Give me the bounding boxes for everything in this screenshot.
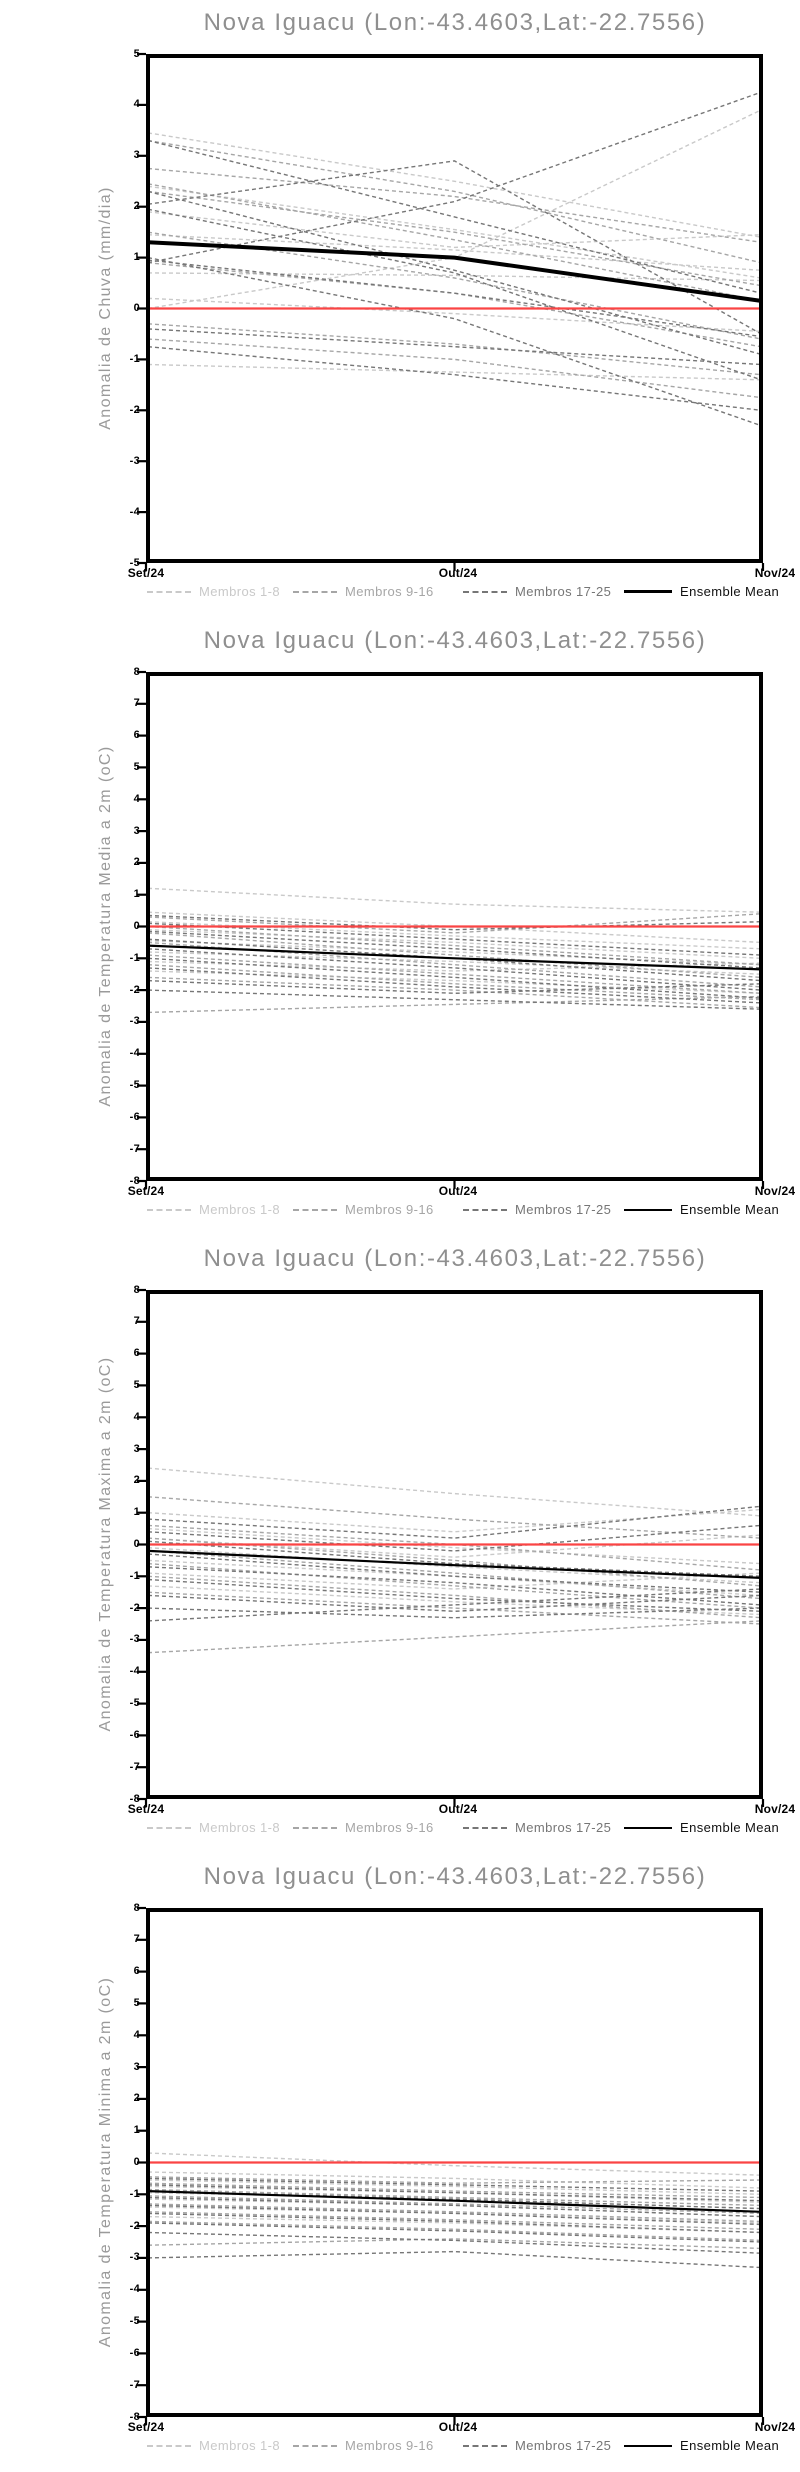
- legend-item-membros-9-16: [293, 584, 434, 599]
- legend-item-membros-9-16: [293, 1202, 434, 1217]
- y-tick-label: 6: [133, 729, 140, 742]
- legend-item-membros-9-16: [293, 2438, 434, 2453]
- x-tick-label: Out/24: [438, 2420, 478, 2434]
- y-tick-label: -7: [129, 2378, 140, 2391]
- y-tick-label: 2: [133, 1474, 140, 1487]
- y-tick-label: 2: [133, 200, 140, 213]
- y-tick-label: -8: [129, 1174, 140, 1187]
- member-line-sample: [147, 1209, 191, 1211]
- y-tick-label: 0: [133, 302, 140, 314]
- member-line-sample: [293, 1827, 337, 1829]
- y-tick-label: 5: [133, 1996, 140, 2009]
- y-tick-label: -1: [129, 2187, 140, 2200]
- x-tick-label: Nov/24: [754, 1802, 796, 1816]
- y-tick-label: -1: [129, 1569, 140, 1582]
- chart-title: Nova Iguacu (Lon:-43.4603,Lat:-22.7556): [203, 627, 707, 654]
- y-tick-label: -2: [129, 403, 140, 416]
- y-tick-label: -4: [129, 2283, 140, 2296]
- legend-label: Membros 1-8: [199, 1820, 280, 1835]
- legend-label: Membros 17-25: [515, 1820, 612, 1835]
- legend-item-membros-9-16: [293, 1820, 434, 1835]
- legend-label: Membros 17-25: [515, 1202, 612, 1217]
- x-tick-label: Out/24: [438, 1802, 478, 1816]
- legend-label: Membros 9-16: [345, 2438, 434, 2453]
- legend-item-membros-1-8: [147, 2438, 280, 2453]
- y-tick-label: -8: [129, 2410, 140, 2423]
- legend-label: Membros 17-25: [515, 584, 612, 599]
- y-tick-label: -5: [129, 2315, 140, 2328]
- y-tick-label: -4: [129, 505, 140, 518]
- y-tick-label: 2: [133, 2092, 140, 2105]
- y-tick-label: 7: [133, 697, 140, 710]
- legend-item-membros-17-25: [463, 2438, 611, 2453]
- x-tick-label: Nov/24: [754, 566, 796, 580]
- y-tick-label: 6: [133, 1965, 140, 1978]
- legend-label: Membros 9-16: [345, 584, 434, 599]
- chart-block-temp-media: [0, 618, 800, 1236]
- x-tick-label: Set/24: [127, 1184, 165, 1198]
- y-tick-label: -2: [129, 2219, 140, 2232]
- y-tick-label: 0: [133, 1538, 140, 1550]
- y-tick-label: 8: [133, 665, 140, 678]
- member-line-sample: [463, 2445, 507, 2447]
- y-tick-label: 8: [133, 1901, 140, 1914]
- legend-label: Ensemble Mean: [680, 584, 780, 599]
- y-tick-label: -8: [129, 1792, 140, 1805]
- member-line-sample: [463, 1827, 507, 1829]
- legend-item-ensemble-mean: [624, 1202, 779, 1217]
- y-tick-label: 1: [133, 888, 140, 901]
- legend-label: Ensemble Mean: [680, 1202, 780, 1217]
- y-tick-label: 8: [133, 1283, 140, 1296]
- y-tick-label: 1: [133, 251, 140, 264]
- legend-label: Membros 9-16: [345, 1820, 434, 1835]
- y-tick-label: 4: [133, 98, 140, 111]
- member-line-sample: [463, 591, 507, 593]
- legend-item-ensemble-mean: [624, 1820, 779, 1835]
- chart-title: Nova Iguacu (Lon:-43.4603,Lat:-22.7556): [203, 1863, 707, 1890]
- y-tick-label: 4: [133, 2028, 140, 2041]
- legend-item-membros-1-8: [147, 1820, 280, 1835]
- y-tick-label: -7: [129, 1760, 140, 1773]
- y-tick-label: 4: [133, 792, 140, 805]
- legend-item-membros-1-8: [147, 1202, 280, 1217]
- y-tick-label: 7: [133, 1933, 140, 1946]
- y-tick-label: -4: [129, 1665, 140, 1678]
- y-tick-label: -1: [129, 352, 140, 365]
- y-tick-label: -3: [129, 454, 140, 467]
- y-tick-label: -3: [129, 2251, 140, 2264]
- member-line-sample: [147, 591, 191, 593]
- y-tick-label: -3: [129, 1015, 140, 1028]
- chart-block-temp-maxima: [0, 1236, 800, 1854]
- y-tick-label: 3: [133, 2060, 140, 2073]
- y-tick-label: -6: [129, 2346, 140, 2359]
- legend-item-membros-1-8: [147, 584, 280, 599]
- y-tick-label: 6: [133, 1347, 140, 1360]
- y-tick-label: -5: [129, 1079, 140, 1092]
- chart-title: Nova Iguacu (Lon:-43.4603,Lat:-22.7556): [203, 1245, 707, 1272]
- y-axis-label: Anomalia de Chuva (mm/dia): [97, 186, 114, 430]
- chart-block-chuva: [0, 0, 800, 618]
- mean-line-sample: [624, 1209, 672, 1211]
- mean-line-sample: [624, 1827, 672, 1829]
- x-tick-label: Nov/24: [754, 1184, 796, 1198]
- legend-label: Membros 9-16: [345, 1202, 434, 1217]
- x-tick-label: Out/24: [438, 1184, 478, 1198]
- y-tick-label: 5: [133, 47, 140, 60]
- mean-line-sample: [624, 2445, 672, 2447]
- legend-label: Membros 1-8: [199, 2438, 280, 2453]
- chart-title: Nova Iguacu (Lon:-43.4603,Lat:-22.7556): [203, 9, 707, 36]
- legend-label: Ensemble Mean: [680, 2438, 780, 2453]
- y-tick-label: 5: [133, 1378, 140, 1391]
- y-axis-label: Anomalia de Temperatura Maxima a 2m (oC): [97, 1356, 114, 1732]
- y-tick-label: 3: [133, 1442, 140, 1455]
- x-tick-label: Nov/24: [754, 2420, 796, 2434]
- legend-label: Membros 1-8: [199, 1202, 280, 1217]
- y-tick-label: 1: [133, 1506, 140, 1519]
- member-line-sample: [293, 2445, 337, 2447]
- member-line-sample: [293, 1209, 337, 1211]
- legend-item-membros-17-25: [463, 1202, 611, 1217]
- y-tick-label: -3: [129, 1633, 140, 1646]
- y-tick-label: 0: [133, 2156, 140, 2168]
- y-tick-label: 4: [133, 1410, 140, 1423]
- member-line-sample: [147, 2445, 191, 2447]
- y-tick-label: 3: [133, 824, 140, 837]
- y-tick-label: -7: [129, 1142, 140, 1155]
- member-line-sample: [293, 591, 337, 593]
- legend-item-membros-17-25: [463, 1820, 611, 1835]
- y-tick-label: 3: [133, 149, 140, 162]
- y-tick-label: 7: [133, 1315, 140, 1328]
- chart-block-temp-minima: [0, 1854, 800, 2472]
- legend-item-ensemble-mean: [624, 584, 779, 599]
- legend-label: Membros 1-8: [199, 584, 280, 599]
- y-tick-label: -2: [129, 983, 140, 996]
- x-tick-label: Out/24: [438, 566, 478, 580]
- y-tick-label: 2: [133, 856, 140, 869]
- legend-label: Membros 17-25: [515, 2438, 612, 2453]
- legend-label: Ensemble Mean: [680, 1820, 780, 1835]
- y-tick-label: 0: [133, 920, 140, 932]
- y-tick-label: -2: [129, 1601, 140, 1614]
- y-tick-label: -6: [129, 1110, 140, 1123]
- y-tick-label: -1: [129, 951, 140, 964]
- y-tick-label: -5: [129, 556, 140, 569]
- member-line-sample: [463, 1209, 507, 1211]
- mean-line-sample: [624, 590, 672, 593]
- x-tick-label: Set/24: [127, 566, 165, 580]
- y-tick-label: -4: [129, 1047, 140, 1060]
- legend-item-ensemble-mean: [624, 2438, 779, 2453]
- y-axis-label: Anomalia de Temperatura Minima a 2m (oC): [97, 1976, 114, 2348]
- y-tick-label: 5: [133, 760, 140, 773]
- x-tick-label: Set/24: [127, 2420, 165, 2434]
- x-tick-label: Set/24: [127, 1802, 165, 1816]
- y-axis-label: Anomalia de Temperatura Media a 2m (oC): [97, 745, 114, 1107]
- y-tick-label: -5: [129, 1697, 140, 1710]
- legend-item-membros-17-25: [463, 584, 611, 599]
- y-tick-label: 1: [133, 2124, 140, 2137]
- member-line-sample: [147, 1827, 191, 1829]
- y-tick-label: -6: [129, 1728, 140, 1741]
